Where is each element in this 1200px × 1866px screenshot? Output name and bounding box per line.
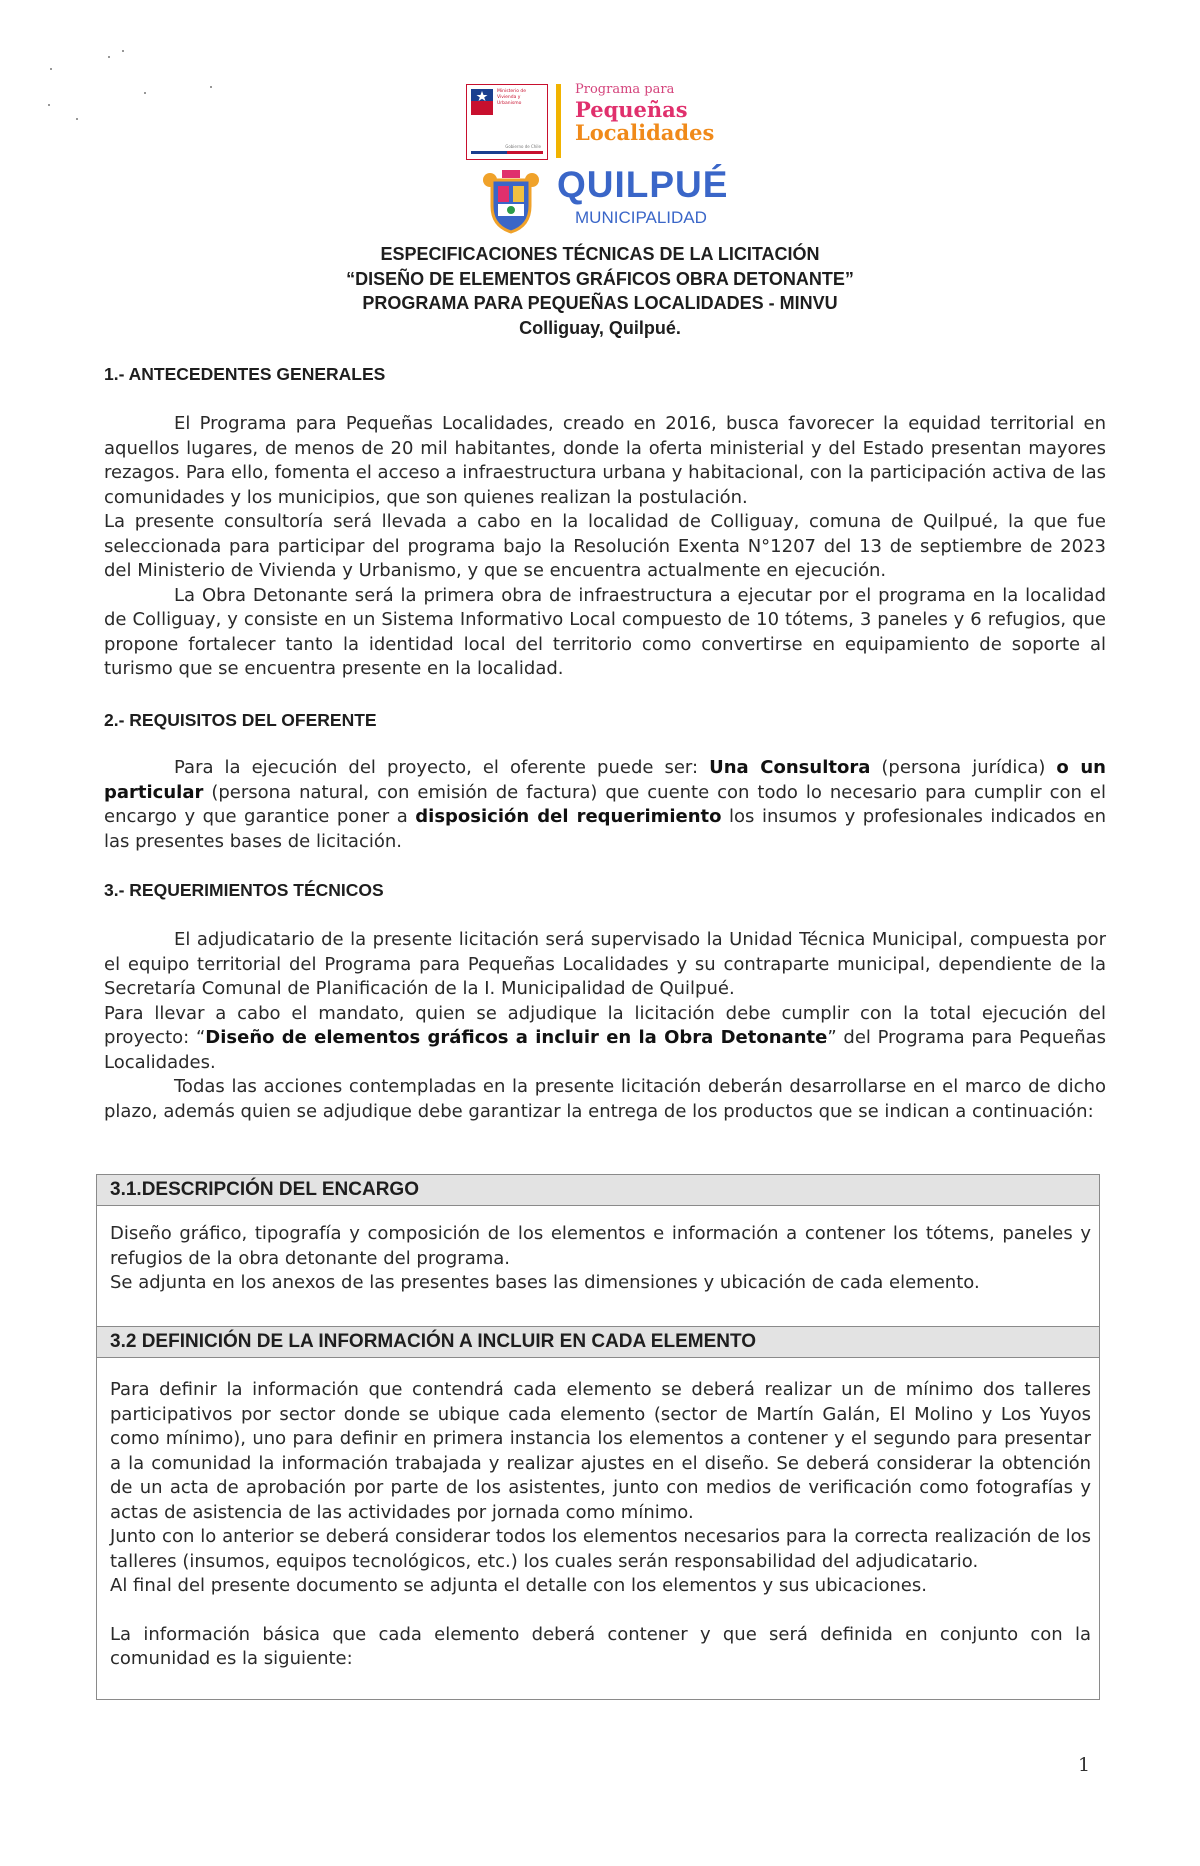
paragraph: La presente consultoría será llevada a cabo en la localidad de Colliguay, comuna de Quilpué, la que fue seleccionada para participar del programa bajo la Resolución Exenta N°1207 del 13 de septiembre de 2023 del Ministerio de Vivienda y Urbanismo, y que se encuentra actualmente en ejecución. — [104, 511, 1106, 581]
program-line3: Localidades — [575, 120, 715, 145]
municipality-subtitle: MUNICIPALIDAD — [575, 208, 707, 227]
paragraph: Se adjunta en los anexos de las presentes bases las dimensiones y ubicación de cada elemento. — [110, 1272, 980, 1293]
scan-speck — [48, 104, 50, 106]
section-3-body — [104, 928, 1106, 1124]
program-divider — [556, 84, 561, 158]
paragraph: La información básica que cada elemento deberá contener y que será definida en conjunto con la comunidad es la siguiente: — [110, 1623, 1091, 1669]
municipality-name: QUILPUÉ — [557, 164, 729, 205]
paragraph: Junto con lo anterior se deberá considerar todos los elementos necesarios para la correcta realización de los talleres (insumos, equipos tecnológicos, etc.) los cuales serán responsabilidad del adjudicatario. — [110, 1526, 1091, 1572]
scan-speck — [76, 118, 78, 120]
title-line: Colliguay, Quilpué. — [519, 317, 681, 338]
page-number: 1 — [1078, 1754, 1091, 1776]
paragraph: La Obra Detonante será la primera obra de infraestructura a ejecutar por el programa en la localidad de Colliguay, y consiste en un Sistema Informativo Local compuesto de 10 tótems, 3 paneles y 6 refugios, que propone fortalecer tanto la identidad local del territorio como convertirse en equipamiento de soporte al turismo que se encuentra presente en la localidad. — [104, 584, 1106, 679]
title-line: PROGRAMA PARA PEQUEÑAS LOCALIDADES - MINVU — [362, 293, 838, 313]
paragraph: El Programa para Pequeñas Localidades, creado en 2016, busca favorecer la equidad territorial en aquellos lugares, de menos de 20 mil habitantes, donde la oferta ministerial y del Estado presentan mayores rezagos. Para ello, fomenta el acceso a infraestructura urbana y habitacional, con la participación activa de las comunidades y los municipios, que son quienes realizan la postulación. — [104, 413, 1106, 508]
section-3-heading: 3.- REQUERIMIENTOS TÉCNICOS — [104, 880, 384, 900]
minvu-logo — [466, 84, 548, 160]
paragraph: Todas las acciones contempladas en la presente licitación deberán desarrollarse en el marco de dicho plazo, además quien se adjudique debe garantizar la entrega de los productos que se indican a continuación: — [104, 1076, 1106, 1122]
chile-shield-icon — [471, 89, 493, 115]
minvu-footer: Gobierno de Chile — [505, 144, 541, 149]
scan-speck — [122, 50, 124, 52]
section-3-1-body — [110, 1222, 1091, 1296]
title-line: ESPECIFICACIONES TÉCNICAS DE LA LICITACIÓN — [380, 244, 820, 264]
document-title — [200, 242, 1000, 340]
section-1-heading: 1.- ANTECEDENTES GENERALES — [104, 364, 386, 384]
section-3-1-heading: 3.1.DESCRIPCIÓN DEL ENCARGO — [96, 1174, 1100, 1206]
program-line1: Programa para — [575, 82, 675, 97]
minvu-name: Ministerio de Vivienda y Urbanismo — [497, 89, 527, 106]
title-line: “DISEÑO DE ELEMENTOS GRÁFICOS OBRA DETONANTE” — [346, 268, 854, 289]
quilpue-crest-icon — [480, 166, 542, 234]
paragraph: Para llevar a cabo el mandato, quien se adjudique la licitación debe cumplir con la total ejecución del proyecto: “Diseño de elementos gráficos a incluir en la Obra Detonante” del Programa para Pequeñas Localidades. — [104, 1002, 1107, 1073]
program-line2: Pequeñas — [575, 97, 688, 122]
scan-speck — [144, 92, 146, 94]
scan-speck — [50, 68, 52, 70]
section-2-heading: 2.- REQUISITOS DEL OFERENTE — [104, 710, 377, 730]
minvu-stripe — [471, 151, 543, 154]
paragraph: Diseño gráfico, tipografía y composición de los elementos e información a contener los tótems, paneles y refugios de la obra detonante del programa. — [110, 1223, 1091, 1269]
scan-speck — [108, 56, 110, 58]
scan-speck — [210, 86, 212, 88]
section-3-2-heading: 3.2 DEFINICIÓN DE LA INFORMACIÓN A INCLUIR EN CADA ELEMENTO — [96, 1326, 1100, 1358]
paragraph: Al final del presente documento se adjunta el detalle con los elementos y sus ubicaciones. — [110, 1575, 927, 1596]
paragraph: El adjudicatario de la presente licitación será supervisado la Unidad Técnica Municipal, compuesta por el equipo territorial del Programa para Pequeñas Localidades y su contraparte municipal, dependiente de la Secretaría Comunal de Planificación de la I. Municipalidad de Quilpué. — [104, 929, 1106, 999]
section-3-2-body — [110, 1378, 1091, 1672]
section-2-body: Para la ejecución del proyecto, el oferente puede ser: Una Consultora (persona jurídica) o un particular (persona natural, con emisión de factura) que cuente con todo lo necesario para cumplir con el encargo y que garantice poner a disposición del requerimiento los insumos y profesionales indicados en las presentes bases de licitación. — [104, 757, 1106, 852]
section-1-body — [104, 412, 1106, 682]
paragraph: Para definir la información que contendrá cada elemento se deberá realizar un de mínimo dos talleres participativos por sector donde se ubique cada elemento (sector de Martín Galán, El Molino y Los Yuyos como mínimo), uno para definir en primera instancia los elementos a contener y el segundo para presentar a la comunidad la información trabajada y realizar ajustes en el diseño. Se deberá considerar la obtención de un acta de aprobación por parte de los asistentes, junto con medios de verificación como fotografías y actas de asistencia de las actividades por jornada como mínimo. — [110, 1379, 1091, 1523]
